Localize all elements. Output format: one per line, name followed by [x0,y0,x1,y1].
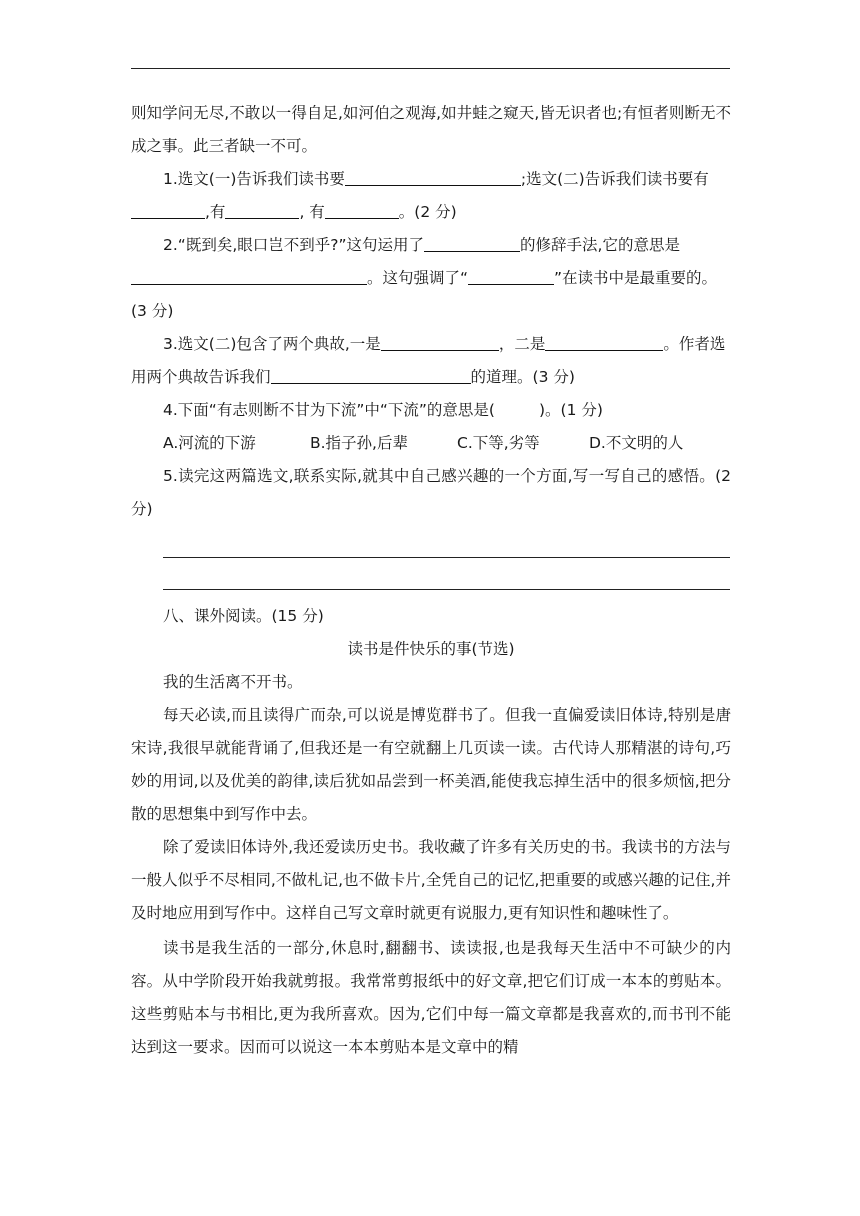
q1-blank-1[interactable] [345,167,521,186]
question-2 [131,229,731,328]
q4-option-c[interactable]: C.下等,劣等 [457,434,540,452]
q4-option-b[interactable]: B.指子孙,后辈 [310,434,408,452]
q1-text-a: 1.选文(一)告诉我们读书要 [163,170,345,188]
q2-text-b: 的修辞手法,它的意思是 [520,236,680,254]
q3-text-b: ，二是 [498,335,546,353]
q1-text-e: 。(2 分) [398,203,457,221]
q3-blank-3[interactable] [271,365,471,384]
essay-paragraph-2: 每天必读,而且读得广而杂,可以说是博览群书了。但我一直偏爱读旧体诗,特别是唐宋诗,我很早就能背诵了,但我还是一有空就翻上几页读一读。古代诗人那精湛的诗句,巧妙的用词,以及优美的韵律,读后犹如品尝到一杯美酒,能使我忘掉生活中的很多烦恼,把分散的思想集中到写作中去。 [131,706,731,823]
q3-text-c: 。作者选用两个典故告诉我们 [131,335,726,386]
q2-blank-1[interactable] [424,233,520,252]
q2-blank-3[interactable] [468,266,554,285]
q1-blank-4[interactable] [325,200,399,219]
q2-text-d: ”在读书中是最重要的。(3 分) [131,269,718,320]
section-8-heading: 八、课外阅读。(15 分) [163,607,324,625]
q1-text-b: ;选文(二)告诉我们读书要有 [520,170,709,188]
q2-text-c: 。这句强调了“ [367,269,469,287]
page-content [131,97,731,1064]
question-3 [131,328,731,394]
passage-tail: 则知学问无尽,不敢以一得自足,如河伯之观海,如井蛙之窥天,皆无识者也;有恒者则断无不成之事。此三者缺一不可。 [131,104,731,155]
essay-title: 读书是件快乐的事(节选) [347,640,515,658]
question-5: 5.读完这两篇选文,联系实际,就其中自己感兴趣的一个方面,写一写自己的感悟。(2 分) [131,467,731,518]
q4-stem: 4.下面“有志则断不甘为下流”中“下流”的意思是( [163,401,495,419]
q4-tail: )。(1 分) [538,401,603,419]
question-1 [131,163,731,229]
q4-option-d[interactable]: D.不文明的人 [589,434,684,452]
q3-text-d: 的道理。(3 分) [470,368,575,386]
essay-paragraph-1: 我的生活离不开书。 [163,673,303,691]
essay-paragraph-3: 除了爱读旧体诗外,我还爱读历史书。我收藏了许多有关历史的书。我读书的方法与一般人似乎不尽相同,不做札记,也不做卡片,全凭自己的记忆,把重要的或感兴趣的记住,并及时地应用到写作中。这样自己写文章时就更有说服力,更有知识性和趣味性了。 [131,838,731,922]
q4-options [131,427,731,460]
q1-blank-3[interactable] [225,200,299,219]
q2-blank-2[interactable] [131,266,367,285]
q1-blank-2[interactable] [131,200,205,219]
q3-blank-1[interactable] [381,332,499,351]
q1-text-d: , 有 [299,203,325,221]
question-4 [131,394,731,427]
answer-line-2[interactable] [163,558,730,590]
q3-blank-2[interactable] [545,332,663,351]
answer-line-1[interactable] [163,526,730,558]
q1-text-c: ,有 [205,203,226,221]
essay-paragraph-4: 读书是我生活的一部分,休息时,翻翻书、读读报,也是我每天生活中不可缺少的内容。从中学阶段开始我就剪报。我常常剪报纸中的好文章,把它们订成一本本的剪贴本。这些剪贴本与书相比,更为我所喜欢。因为,它们中每一篇文章都是我喜欢的,而书刊不能达到这一要求。因而可以说这一本本剪贴本是文章中的精 [131,939,731,1056]
q4-option-a[interactable]: A.河流的下游 [163,434,256,452]
header-rule [131,68,730,69]
q2-text-a: 2.“既到矣,眼口岂不到乎?”这句运用了 [163,236,425,254]
q3-text-a: 3.选文(二)包含了两个典故,一是 [163,335,381,353]
